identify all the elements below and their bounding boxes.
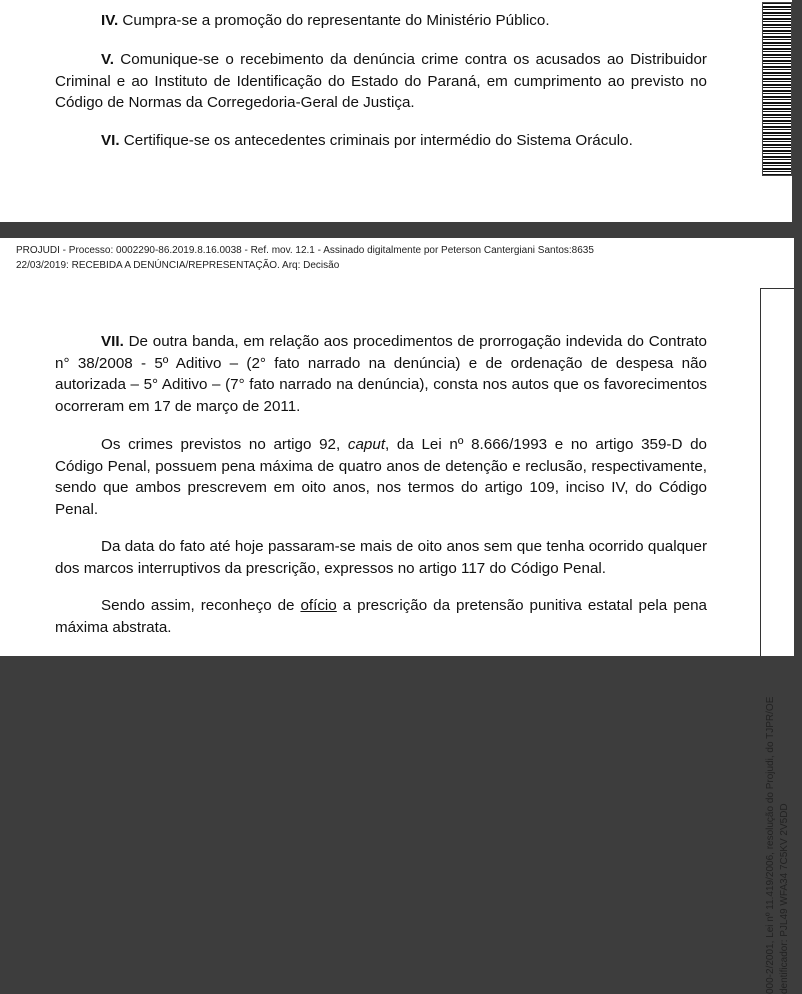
side-verification-text	[764, 624, 792, 994]
paragraph-text: Certifique-se os antecedentes criminais por intermédio do Sistema Oráculo.	[119, 132, 633, 149]
paragraph-vi	[55, 130, 707, 152]
paragraph-v	[55, 49, 707, 114]
paragraph-number: IV.	[101, 12, 119, 29]
paragraph-text: Comunique-se o recebimento da denúncia crime contra os acusados ao Distribuidor Criminal e ao Instituto de Identificação do Estado do Paraná, em cumprimento ao previsto no Código de Normas da Corregedoria-Geral de Justiça.	[55, 51, 707, 111]
text-span: Sendo assim, reconheço de	[101, 597, 301, 614]
paragraph-text: Da data do fato até hoje passaram-se mais de oito anos sem que tenha ocorrido qualquer dos marcos interruptivos da prescrição, expressos no artigo 117 do Código Penal.	[55, 538, 707, 577]
paragraph-prescricao	[55, 536, 707, 579]
paragraph-iv	[55, 10, 707, 32]
paragraph-number: VII.	[101, 333, 124, 350]
projudi-header-line2: 22/03/2019: RECEBIDA A DENÚNCIA/REPRESENTAÇÃO. Arq: Decisão	[16, 260, 340, 271]
paragraph-crimes	[55, 434, 707, 520]
paragraph-text: De outra banda, em relação aos procedimentos de prorrogação indevida do Contrato n° 38/2008 - 5º Aditivo – (2° fato narrado na denúncia) e de ordenação de despesa não autorizada – 5° Aditivo – (7° fato narrado na denúncia), consta nos autos que os favorecimentos ocorreram em 17 de março de 2011.	[55, 333, 707, 415]
side-text-line1: 000-2/2001, Lei nº 11.419/2006, resolução do Projudi, do TJPR/OE	[765, 696, 776, 994]
text-span: Os crimes previstos no artigo 92,	[101, 436, 348, 453]
signature-side-box	[760, 288, 794, 994]
barcode-image	[762, 2, 792, 176]
text-span: a prescrição da pretensão punitiva estatal pela pena máxima abstrata.	[55, 597, 707, 636]
text-span: , da Lei nº 8.666/1993 e no artigo 359-D do Código Penal, possuem pena máxima de quatro anos de detenção e reclusão, respectivamente, sendo que ambos prescrevem em oito anos, nos termos do artigo 109, inciso IV, do Código Penal.	[55, 436, 708, 518]
paragraph-number: VI.	[101, 132, 120, 149]
paragraph-text: Cumpra-se a promoção do representante do Ministério Público.	[118, 12, 550, 29]
side-text-line2: dentificador: PJL49 WFA34 7C5KV 2V5DD	[779, 803, 790, 994]
paragraph-number: V.	[101, 51, 114, 68]
document-page-bottom	[0, 238, 794, 994]
italic-term: caput	[347, 436, 386, 453]
underlined-term: ofício	[300, 597, 337, 614]
paragraph-conclusao	[55, 595, 707, 638]
paragraph-vii	[55, 331, 707, 417]
document-page-top	[0, 0, 792, 222]
projudi-header-line1: PROJUDI - Processo: 0002290-86.2019.8.16.0038 - Ref. mov. 12.1 - Assinado digitalmente por Peterson Cantergiani Santos:8635	[16, 245, 594, 256]
